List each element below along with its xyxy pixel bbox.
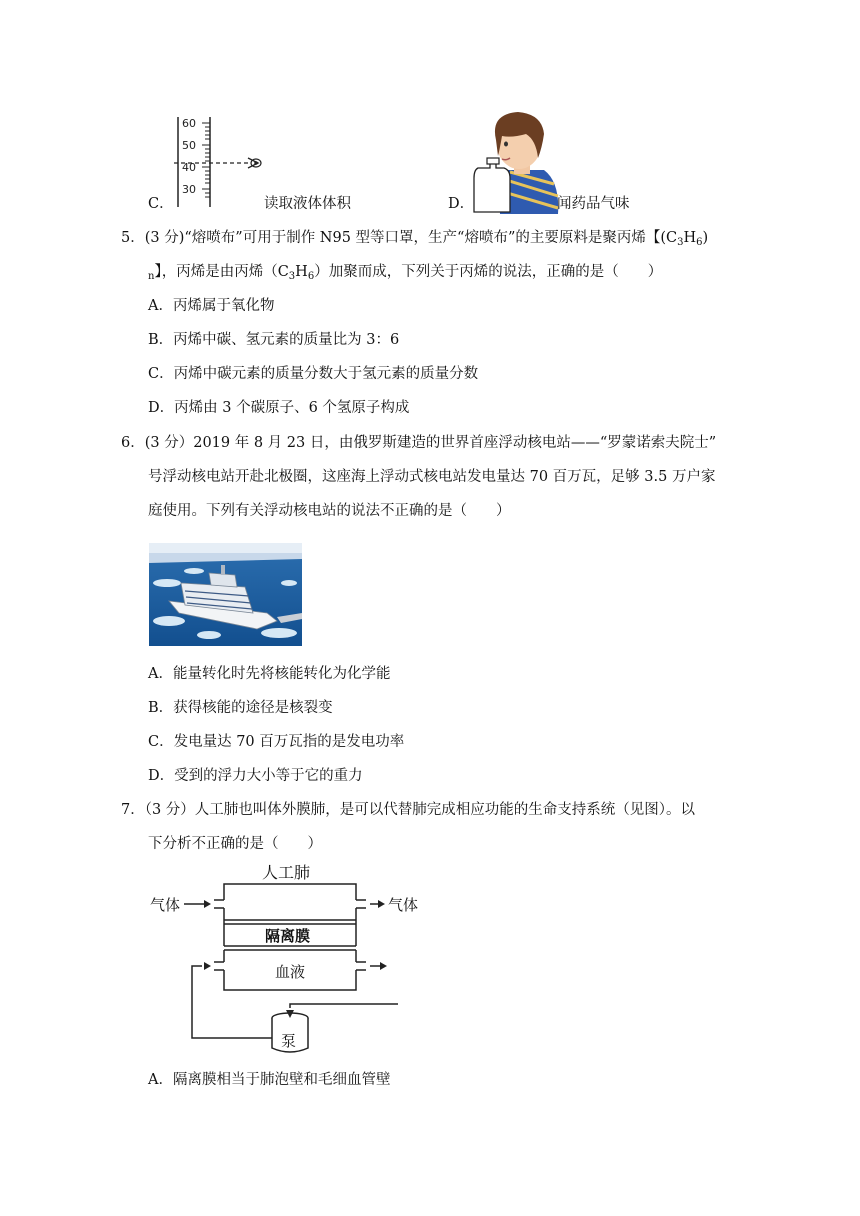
q6-stem-line2: 号浮动核电站开赴北极圈，这座海上浮动式核电站发电量达 70 百万瓦，足够 3.5 万户家 xyxy=(148,469,716,485)
q6-option-b[interactable]: B．获得核能的途径是核裂变 xyxy=(148,700,333,716)
artificial-lung-diagram xyxy=(148,858,423,1060)
q6-stem-line3: 庭使用。下列有关浮动核电站的说法不正确的是（ ） xyxy=(148,503,511,519)
membrane-label: 隔离膜 xyxy=(265,927,311,945)
q5-option-d[interactable]: D．丙烯由 3 个碳原子、6 个氢原子构成 xyxy=(148,400,410,416)
q5-stem-line1: 5．(3 分)“熔喷布”可用于制作 N95 型等口罩，生产“熔喷布”的主要原料是聚丙烯【$(C_3H_6)$ xyxy=(121,230,709,248)
q5-option-c[interactable]: C．丙烯中碳元素的质量分数大于氢元素的质量分数 xyxy=(148,366,479,382)
q4-option-d-caption: 闻药品气味 xyxy=(557,196,630,212)
cylinder-tick-60: 60 xyxy=(182,117,196,130)
q6-option-c[interactable]: C．发电量达 70 百万瓦指的是发电功率 xyxy=(148,734,405,750)
floating-nuclear-plant-photo xyxy=(149,543,302,646)
q5-option-a[interactable]: A．丙烯属于氧化物 xyxy=(148,298,275,314)
cylinder-tick-50: 50 xyxy=(182,139,196,152)
q5-stem-line2: $_n$】，丙烯是由丙烯$(C_3H_6)$加聚而成，下列关于丙烯的说法，正确的是（ ） xyxy=(148,264,663,282)
gas-in-label: 气体 xyxy=(150,896,181,914)
blood-label: 血液 xyxy=(275,963,306,981)
q5-option-b[interactable]: B．丙烯中碳、氢元素的质量比为 3：6 xyxy=(148,332,400,348)
smell-chemical-figure xyxy=(470,108,560,214)
q4-option-c-caption: 读取液体体积 xyxy=(264,196,351,212)
q4-option-d-letter[interactable]: D． xyxy=(448,196,475,212)
cylinder-tick-30: 30 xyxy=(182,183,196,196)
q6-stem-line1: 6．(3 分）2019 年 8 月 23 日，由俄罗斯建造的世界首座浮动核电站——“罗蒙诺索夫院士” xyxy=(121,435,717,451)
q7-option-a[interactable]: A．隔离膜相当于肺泡壁和毛细血管壁 xyxy=(148,1072,391,1088)
q4-option-c-letter[interactable]: C． xyxy=(148,196,174,212)
q7-stem-line1: 7．（3 分）人工肺也叫体外膜肺，是可以代替肺完成相应功能的生命支持系统（见图）。以 xyxy=(121,802,696,818)
gas-out-label: 气体 xyxy=(388,896,419,914)
lung-label: 人工肺 xyxy=(262,863,311,882)
q6-option-d[interactable]: D．受到的浮力大小等于它的重力 xyxy=(148,768,363,784)
graduated-cylinder-figure xyxy=(172,115,272,210)
cylinder-tick-40: 40 xyxy=(182,161,196,174)
q7-stem-line2: 下分析不正确的是（ ） xyxy=(148,836,322,852)
pump-label: 泵 xyxy=(281,1032,297,1050)
q6-option-a[interactable]: A．能量转化时先将核能转化为化学能 xyxy=(148,666,391,682)
